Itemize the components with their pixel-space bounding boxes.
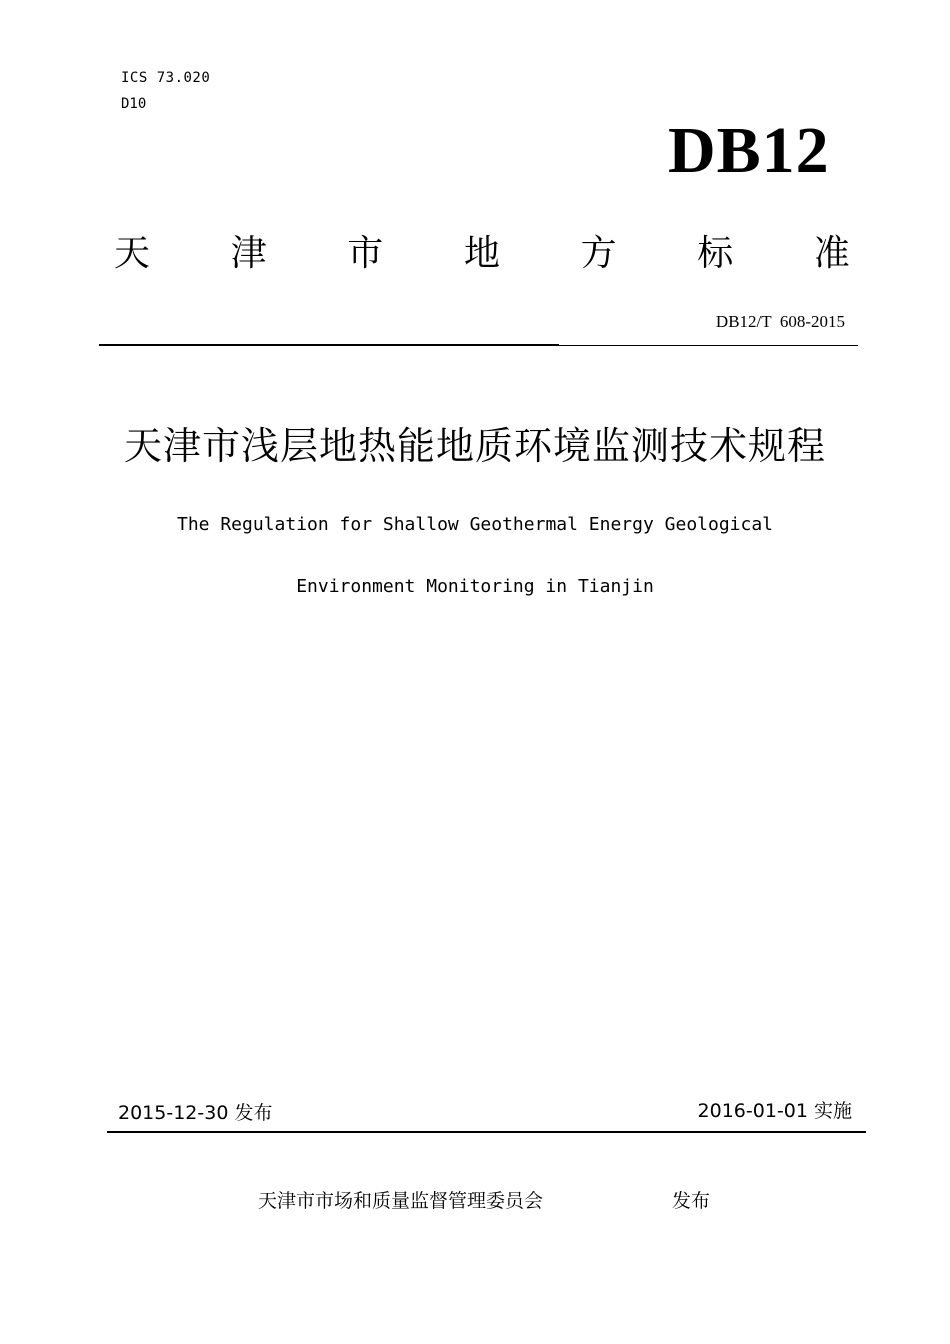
- issue-date: 2015-12-30 发布: [118, 1102, 273, 1124]
- standard-type-char: 准: [813, 233, 850, 274]
- standard-type-char: 天: [113, 233, 150, 274]
- standard-type-heading: [112, 233, 852, 274]
- title-english-line1: The Regulation for Shallow Geothermal Energy Geological: [176, 514, 774, 535]
- top-divider-thick: [99, 344, 559, 346]
- standard-type-char: 方: [580, 233, 617, 274]
- standard-number: DB12/T 608-2015: [715, 312, 845, 331]
- title-chinese: 天津市浅层地热能地质环境监测技术规程: [123, 424, 826, 468]
- issuer: 天津市市场和质量监督管理委员会: [258, 1190, 544, 1212]
- implementation-date: 2016-01-01 实施: [697, 1100, 852, 1122]
- standard-type-char: 津: [230, 233, 267, 274]
- bottom-divider: [107, 1131, 866, 1133]
- classification-code: D10: [121, 96, 147, 112]
- title-english-line2: Environment Monitoring in Tianjin: [296, 576, 654, 597]
- standard-type-char: 地: [463, 233, 500, 274]
- standard-mark: DB12: [668, 114, 830, 187]
- standard-type-char: 市: [347, 233, 384, 274]
- issuer-action: 发布: [672, 1190, 711, 1212]
- ics-code: ICS 73.020: [121, 70, 211, 86]
- standard-type-char: 标: [697, 233, 734, 274]
